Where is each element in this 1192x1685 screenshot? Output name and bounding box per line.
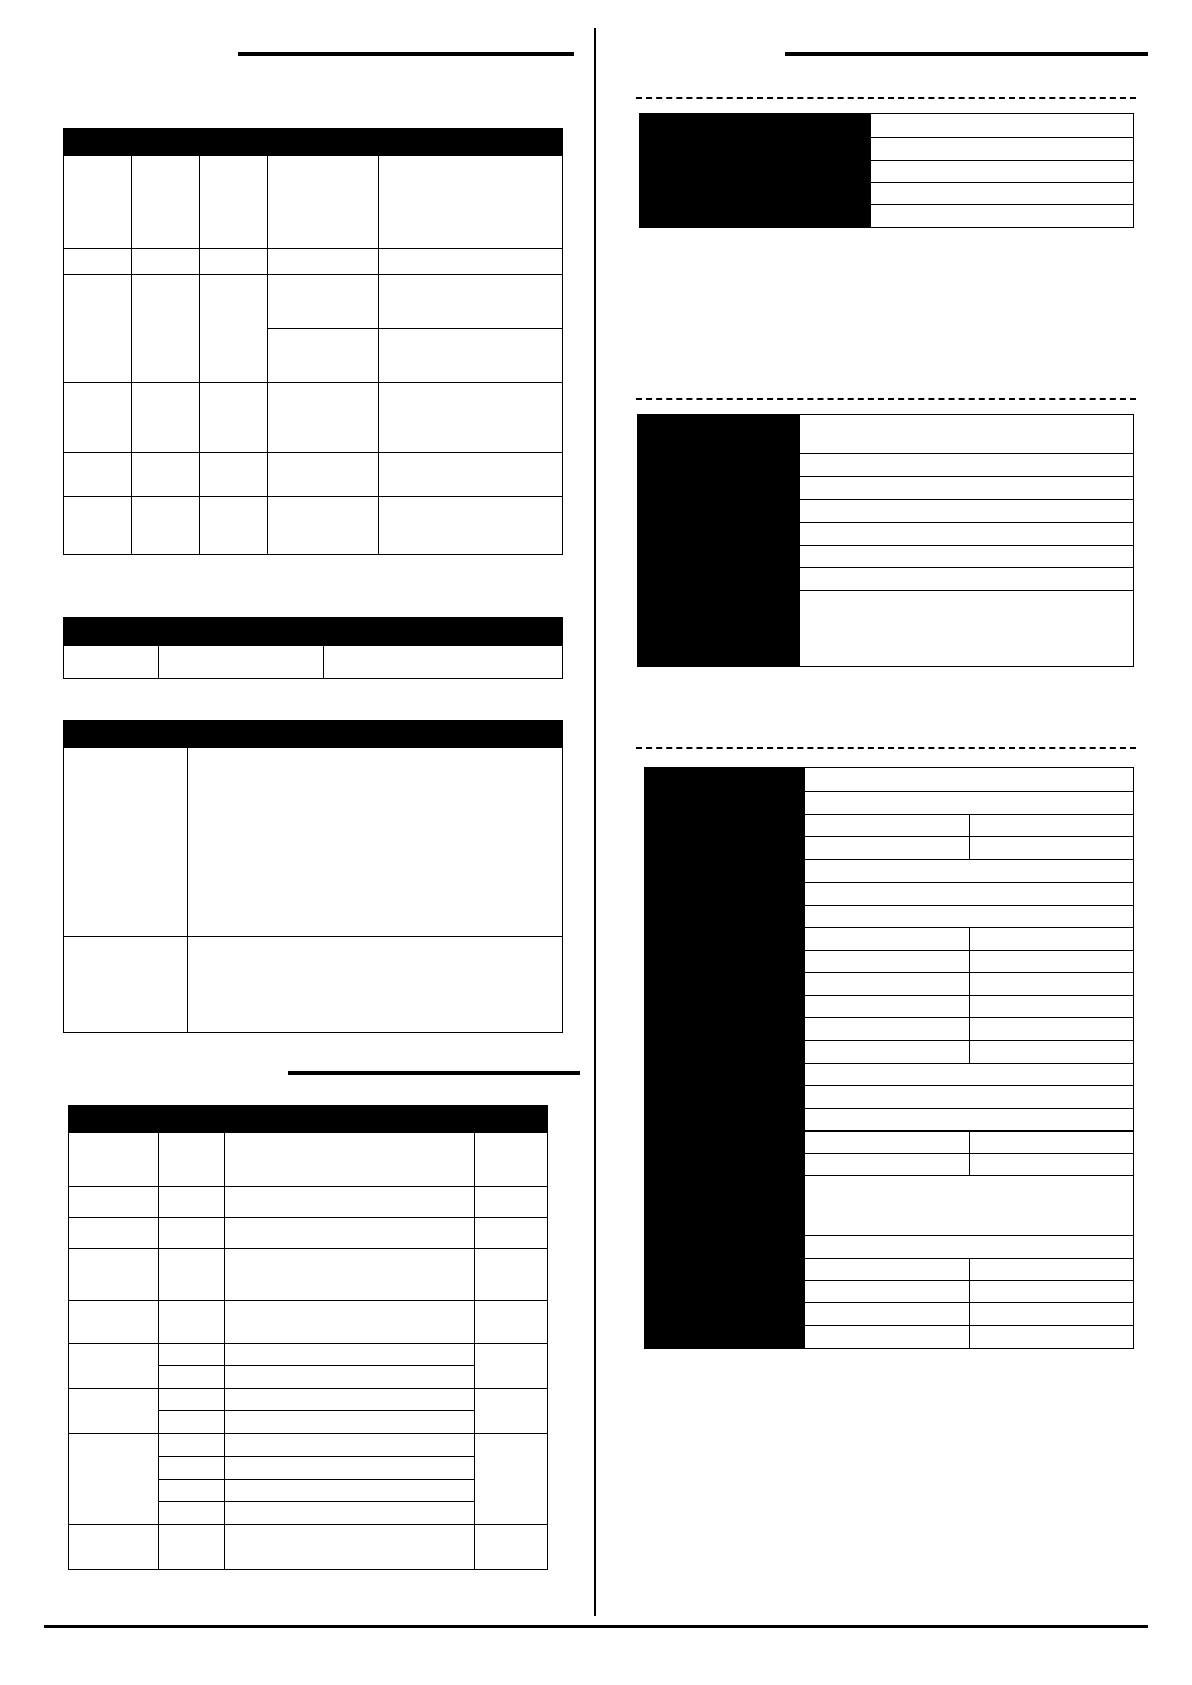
table-header-row bbox=[64, 721, 562, 747]
left-column-heading-rule bbox=[238, 52, 574, 56]
right-table-2 bbox=[637, 414, 1134, 667]
column-divider bbox=[594, 28, 596, 1616]
section-divider-2 bbox=[636, 398, 1136, 400]
right-table-3 bbox=[644, 767, 1134, 1349]
table-header-row bbox=[69, 1106, 547, 1132]
table-label-column bbox=[645, 768, 804, 1348]
left-table-1 bbox=[63, 128, 563, 555]
section-divider-1 bbox=[636, 97, 1136, 99]
table-header-row bbox=[64, 618, 562, 645]
right-column-heading-rule bbox=[785, 52, 1148, 56]
section-divider-3 bbox=[636, 747, 1136, 749]
table-header-row bbox=[64, 129, 562, 155]
right-table-1 bbox=[639, 113, 1134, 228]
left-table-3 bbox=[63, 720, 563, 1033]
lower-left-heading-rule bbox=[288, 1071, 580, 1075]
footer-rule bbox=[44, 1625, 1148, 1628]
table-label-column bbox=[640, 114, 870, 227]
left-table-4 bbox=[68, 1105, 548, 1570]
left-table-2 bbox=[63, 617, 563, 679]
